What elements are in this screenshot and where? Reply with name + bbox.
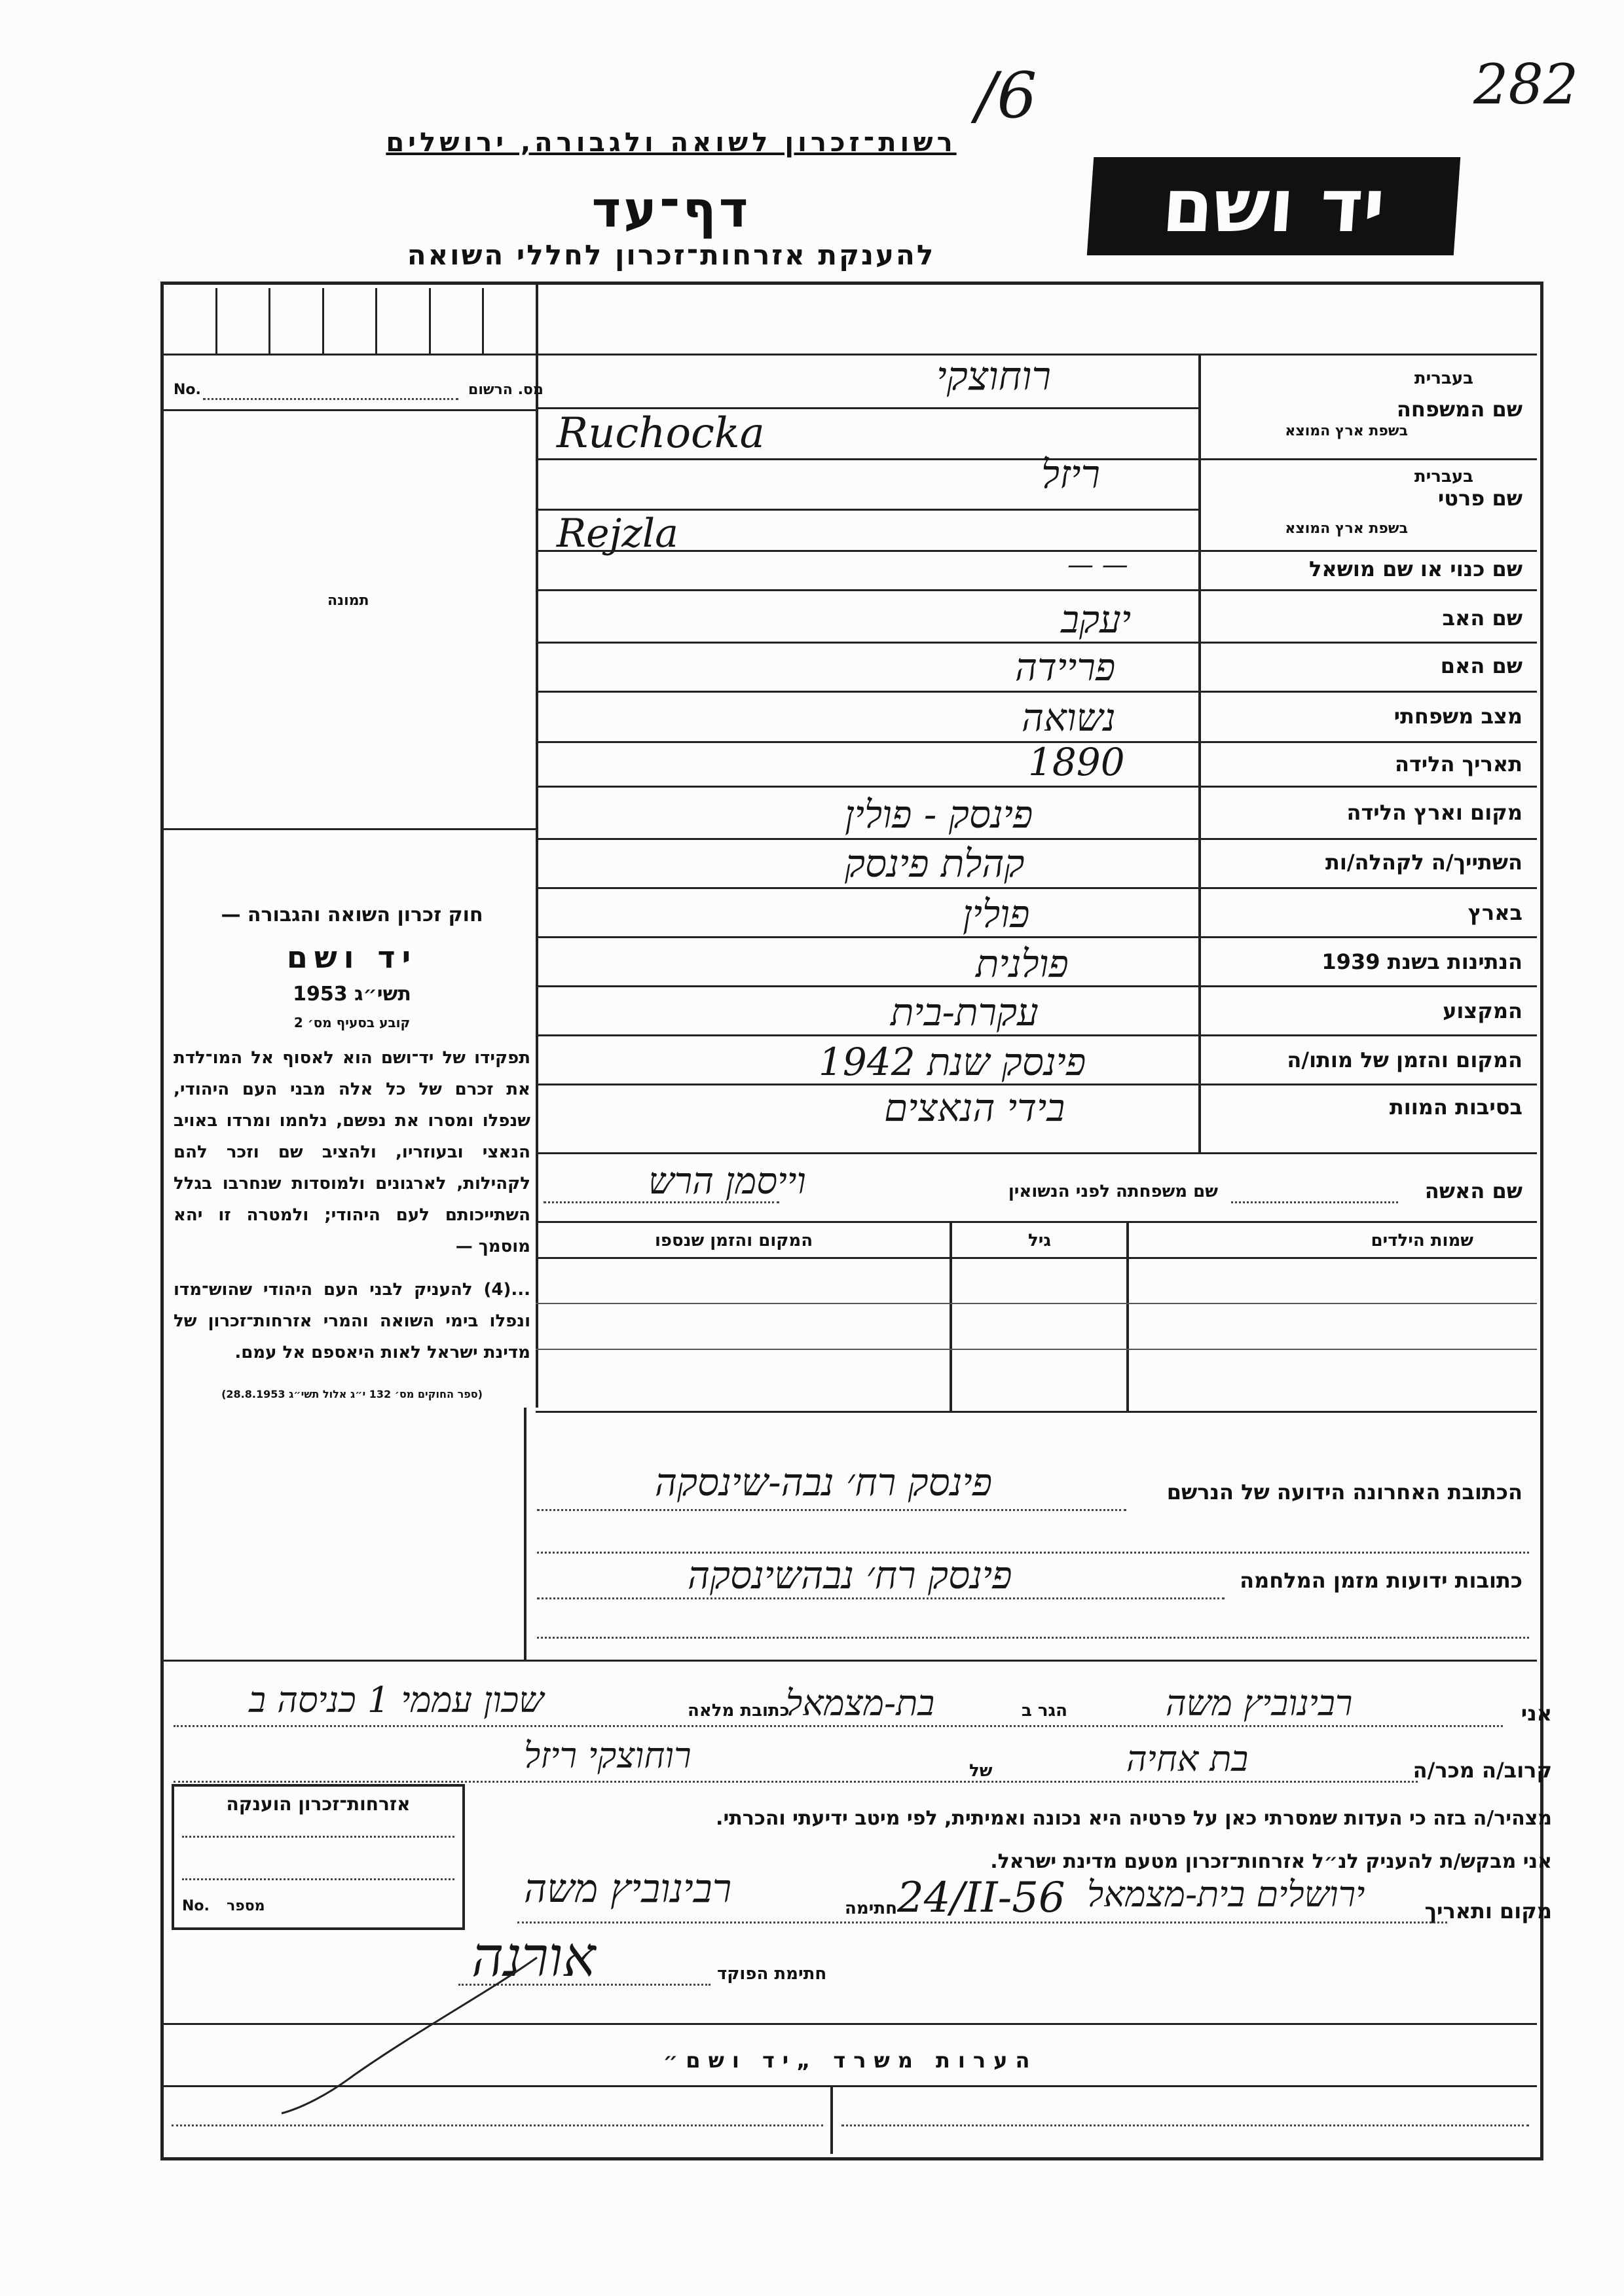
citizenship-box-num-label: מספר bbox=[227, 1898, 265, 1914]
declarant-relation-value[interactable]: בת אחיה bbox=[1126, 1738, 1249, 1779]
form-subtitle: להענקת אזרחות־זכרון לחללי השואה bbox=[407, 239, 936, 271]
row-line bbox=[536, 887, 1537, 889]
birth-date-label: תאריך הלידה bbox=[1394, 752, 1522, 776]
row-line bbox=[536, 691, 1537, 693]
registry-no-label: No. bbox=[174, 382, 201, 398]
declarant-address-value[interactable]: שכון עממי 1 כניסה ב bbox=[249, 1679, 544, 1721]
remarks-line[interactable] bbox=[172, 2124, 823, 2126]
children-names-header: שמות הילדים bbox=[1371, 1231, 1473, 1250]
column-divider bbox=[536, 282, 538, 1408]
wife-maiden-label: שם משפחתה לפני הנשואין bbox=[1008, 1182, 1218, 1201]
marital-status-value[interactable]: נשואה bbox=[1022, 695, 1116, 740]
wife-dotted bbox=[1231, 1201, 1398, 1203]
row-line bbox=[536, 936, 1537, 938]
declarant-dotted bbox=[174, 1725, 1503, 1727]
mother-label: שם האם bbox=[1440, 653, 1522, 678]
row-line bbox=[536, 985, 1537, 987]
wife-label: שם האשה bbox=[1424, 1178, 1522, 1203]
registry-field[interactable] bbox=[203, 398, 458, 400]
declarant-resides-label: הגר ב bbox=[1022, 1701, 1068, 1721]
father-value[interactable]: יעקב bbox=[1061, 597, 1132, 642]
row-line bbox=[536, 838, 1537, 840]
country-value[interactable]: פולין bbox=[963, 892, 1030, 936]
form-title: דף־עד bbox=[591, 180, 751, 238]
place-date-value[interactable]: ירושלים בית-מצמאל bbox=[1087, 1874, 1365, 1915]
place-date-label: מקום ותאריך bbox=[1424, 1899, 1552, 1923]
law-ref: קובע בסעיף מס׳ 2 bbox=[293, 1015, 411, 1030]
remarks-title: הערות משרד „יד ושם״ bbox=[663, 2048, 1038, 2073]
place-date-dotted bbox=[517, 1922, 1447, 1923]
children-row[interactable] bbox=[536, 1303, 1537, 1304]
nickname-label: שם כנוי או שם מושאל bbox=[1308, 556, 1522, 581]
photo-bottom bbox=[164, 828, 536, 830]
children-place-header: המקום והזמן שנספו bbox=[655, 1231, 813, 1250]
occupation-value[interactable]: עקרת-בית bbox=[891, 990, 1039, 1034]
occupation-label: המקצוע bbox=[1443, 998, 1522, 1023]
birth-date-value[interactable]: 1890 bbox=[1028, 740, 1125, 784]
declarant-address-label: כתובת מלאה bbox=[688, 1701, 790, 1721]
law-paragraph-2: ...(4) להעניק לבני העם היהודי שהוש־מדו ונפלו בימי השואה והמרי אזרחות־זכרון של מדינת ישראל לאות היאספם אל עמם. bbox=[174, 1280, 530, 1362]
country-label: בארץ bbox=[1467, 900, 1522, 925]
father-label: שם האב bbox=[1442, 606, 1522, 630]
row-line bbox=[536, 1152, 1537, 1154]
row-line bbox=[536, 1034, 1537, 1036]
remarks-divider bbox=[830, 2085, 833, 2154]
registry-boxes bbox=[164, 288, 536, 354]
children-row[interactable] bbox=[536, 1349, 1537, 1350]
birth-place-value[interactable]: פינסק - פולין bbox=[845, 792, 1033, 837]
column-divider-lower bbox=[524, 1408, 526, 1660]
community-label: השתייך/ה לקהלה/ות bbox=[1325, 850, 1522, 875]
request-text: אני מבקש/ת להעניק לנ״ל אזרחות־זכרון מטעם מדינת ישראל. bbox=[990, 1850, 1552, 1873]
officer-signature-flourish bbox=[275, 1951, 550, 2115]
photo-label: תמונה bbox=[327, 592, 369, 609]
registry-divider bbox=[164, 354, 536, 355]
citizenship-1939-value[interactable]: פולנית bbox=[976, 941, 1069, 986]
law-block bbox=[174, 903, 530, 1400]
first-name-origin-tag: בשפת ארץ המוצא bbox=[1285, 520, 1408, 537]
law-source: (ספר החוקים מס׳ 132 י״ג אלול תשי״ג 28.8.1953) bbox=[221, 1388, 483, 1400]
law-paragraph-1: תפקידו של יד־ושם הוא לאסוף אל המו־לדת את זכרם של כל אלה מבני העם היהודי, שנפלו ומסרו את נפשם, נלחמו ומרדו באויב הנאצי ובעוזריו, ולהציב שם וזכר להם לקהילות, לארגונים ולמוסדות שנחרבו בגלל השתייכותם לעם היהודי; ולמטרה זו יהא מוסמך — bbox=[174, 1048, 530, 1256]
family-name-latin-value[interactable]: Ruchocka bbox=[557, 409, 765, 458]
declarant-dotted bbox=[174, 1781, 1418, 1783]
address-extra-line bbox=[537, 1552, 1529, 1554]
row-line bbox=[536, 589, 1537, 591]
children-col-divider bbox=[950, 1221, 952, 1411]
wife-value[interactable]: וייסמן הרש bbox=[648, 1160, 806, 1203]
death-circumstances-label: בסיבות המוות bbox=[1389, 1095, 1522, 1120]
declarant-of-value[interactable]: רוחוצקי ריזל bbox=[524, 1735, 692, 1776]
label-column-divider bbox=[1198, 354, 1201, 1152]
remarks-header-line bbox=[164, 2085, 1537, 2087]
wartime-address-value[interactable]: פינסק רח׳ נבהשינסקה bbox=[688, 1553, 1012, 1597]
row-line bbox=[536, 458, 1537, 460]
authority-heading: רשות־זכרון לשואה ולגבורה, ירושלים bbox=[386, 128, 957, 158]
first-name-label: שם פרטי bbox=[1437, 486, 1522, 511]
birth-place-label: מקום וארץ הלידה bbox=[1346, 800, 1522, 825]
remarks-line[interactable] bbox=[841, 2124, 1529, 2126]
wartime-address-label: כתובות ידועות מזמן המלחמה bbox=[1240, 1568, 1522, 1593]
page-number: 282 bbox=[1473, 52, 1579, 117]
citizenship-box-no-label: No. bbox=[182, 1898, 210, 1914]
date-value[interactable]: 24/II-56 bbox=[897, 1874, 1065, 1922]
marital-status-label: מצב משפחתי bbox=[1393, 704, 1522, 729]
yad-vashem-logo bbox=[1087, 157, 1460, 255]
registry-label: מס. הרשום bbox=[468, 382, 544, 398]
last-address-label: הכתובת האחרונה הידועה של הנרשם bbox=[1166, 1480, 1522, 1504]
first-name-latin-value[interactable]: Rejzla bbox=[557, 511, 678, 556]
row-line bbox=[536, 1221, 1537, 1223]
death-place-time-label: המקום והזמן של מותו/ה bbox=[1287, 1048, 1522, 1072]
citizenship-1939-label: הנתינות בשנת 1939 bbox=[1321, 949, 1522, 974]
law-year: תשי״ג 1953 bbox=[293, 983, 411, 1006]
declarant-of-label: של bbox=[969, 1761, 993, 1781]
family-name-hebrew-value[interactable]: רוחוצקי bbox=[936, 354, 1051, 399]
first-name-hebrew-tag: בעברית bbox=[1414, 467, 1473, 486]
logo-text: יד ושם bbox=[1159, 164, 1388, 249]
last-address-dotted bbox=[537, 1509, 1126, 1511]
declaration-text: מצהיר/ה בזה כי העדות שמסרתי כאן על פרטיה היא נכונה ואמיתית, לפי מיטב ידיעתי והכרתי. bbox=[716, 1807, 1552, 1830]
batch-mark: /6 bbox=[976, 59, 1037, 132]
death-circumstances-value[interactable]: בידי הנאצים bbox=[884, 1085, 1065, 1130]
first-name-hebrew-value[interactable]: ריזל bbox=[1041, 452, 1100, 498]
family-name-label: שם המשפחה bbox=[1396, 397, 1522, 422]
declarant-resides-value[interactable]: בת-מצמאל bbox=[786, 1683, 935, 1724]
row-line bbox=[536, 550, 1537, 552]
community-value[interactable]: קהלת פינסק bbox=[845, 841, 1025, 886]
children-age-header: גיל bbox=[1028, 1231, 1052, 1250]
children-col-divider bbox=[1126, 1221, 1129, 1411]
officer-signature-value[interactable]: אורנה bbox=[471, 1925, 596, 1989]
section-divider bbox=[164, 1660, 1537, 1662]
law-title: חוק זכרון השואה והגבורה — bbox=[221, 903, 483, 926]
signature-label: חתימה bbox=[845, 1899, 897, 1918]
row-line bbox=[536, 786, 1537, 788]
officer-signature-label: חתימת הפוקד bbox=[717, 1964, 827, 1984]
row-line bbox=[536, 642, 1537, 644]
family-name-origin-tag: בשפת ארץ המוצא bbox=[1285, 423, 1408, 439]
wartime-address-dotted bbox=[537, 1597, 1225, 1599]
declarant-name-value[interactable]: רבינוביץ משה bbox=[1166, 1683, 1353, 1724]
family-name-hebrew-tag: בעברית bbox=[1414, 369, 1473, 388]
mother-value[interactable]: פריידה bbox=[1015, 645, 1116, 689]
address-extra-line bbox=[537, 1637, 1529, 1639]
children-bottom bbox=[536, 1411, 1537, 1413]
declarant-relation-label: קרוב/ה מכר/ה bbox=[1412, 1758, 1552, 1783]
last-address-value[interactable]: פינסק רח׳ נבה-שינסקה bbox=[655, 1460, 993, 1504]
law-name: יד ושם bbox=[286, 939, 418, 975]
children-header-line bbox=[536, 1257, 1537, 1259]
remarks-top bbox=[164, 2023, 1537, 2025]
declarant-i-label: אני bbox=[1521, 1701, 1552, 1726]
registry-bottom bbox=[164, 409, 536, 411]
nickname-value[interactable]: — — bbox=[1067, 550, 1128, 580]
death-place-time-value[interactable]: פינסק שנת 1942 bbox=[819, 1040, 1086, 1084]
signature-value[interactable]: רבינוביץ משה bbox=[524, 1866, 732, 1912]
citizenship-box-title: אזרחות־זכרון הוענקה bbox=[226, 1793, 411, 1815]
citizenship-granted-box bbox=[172, 1784, 465, 1930]
